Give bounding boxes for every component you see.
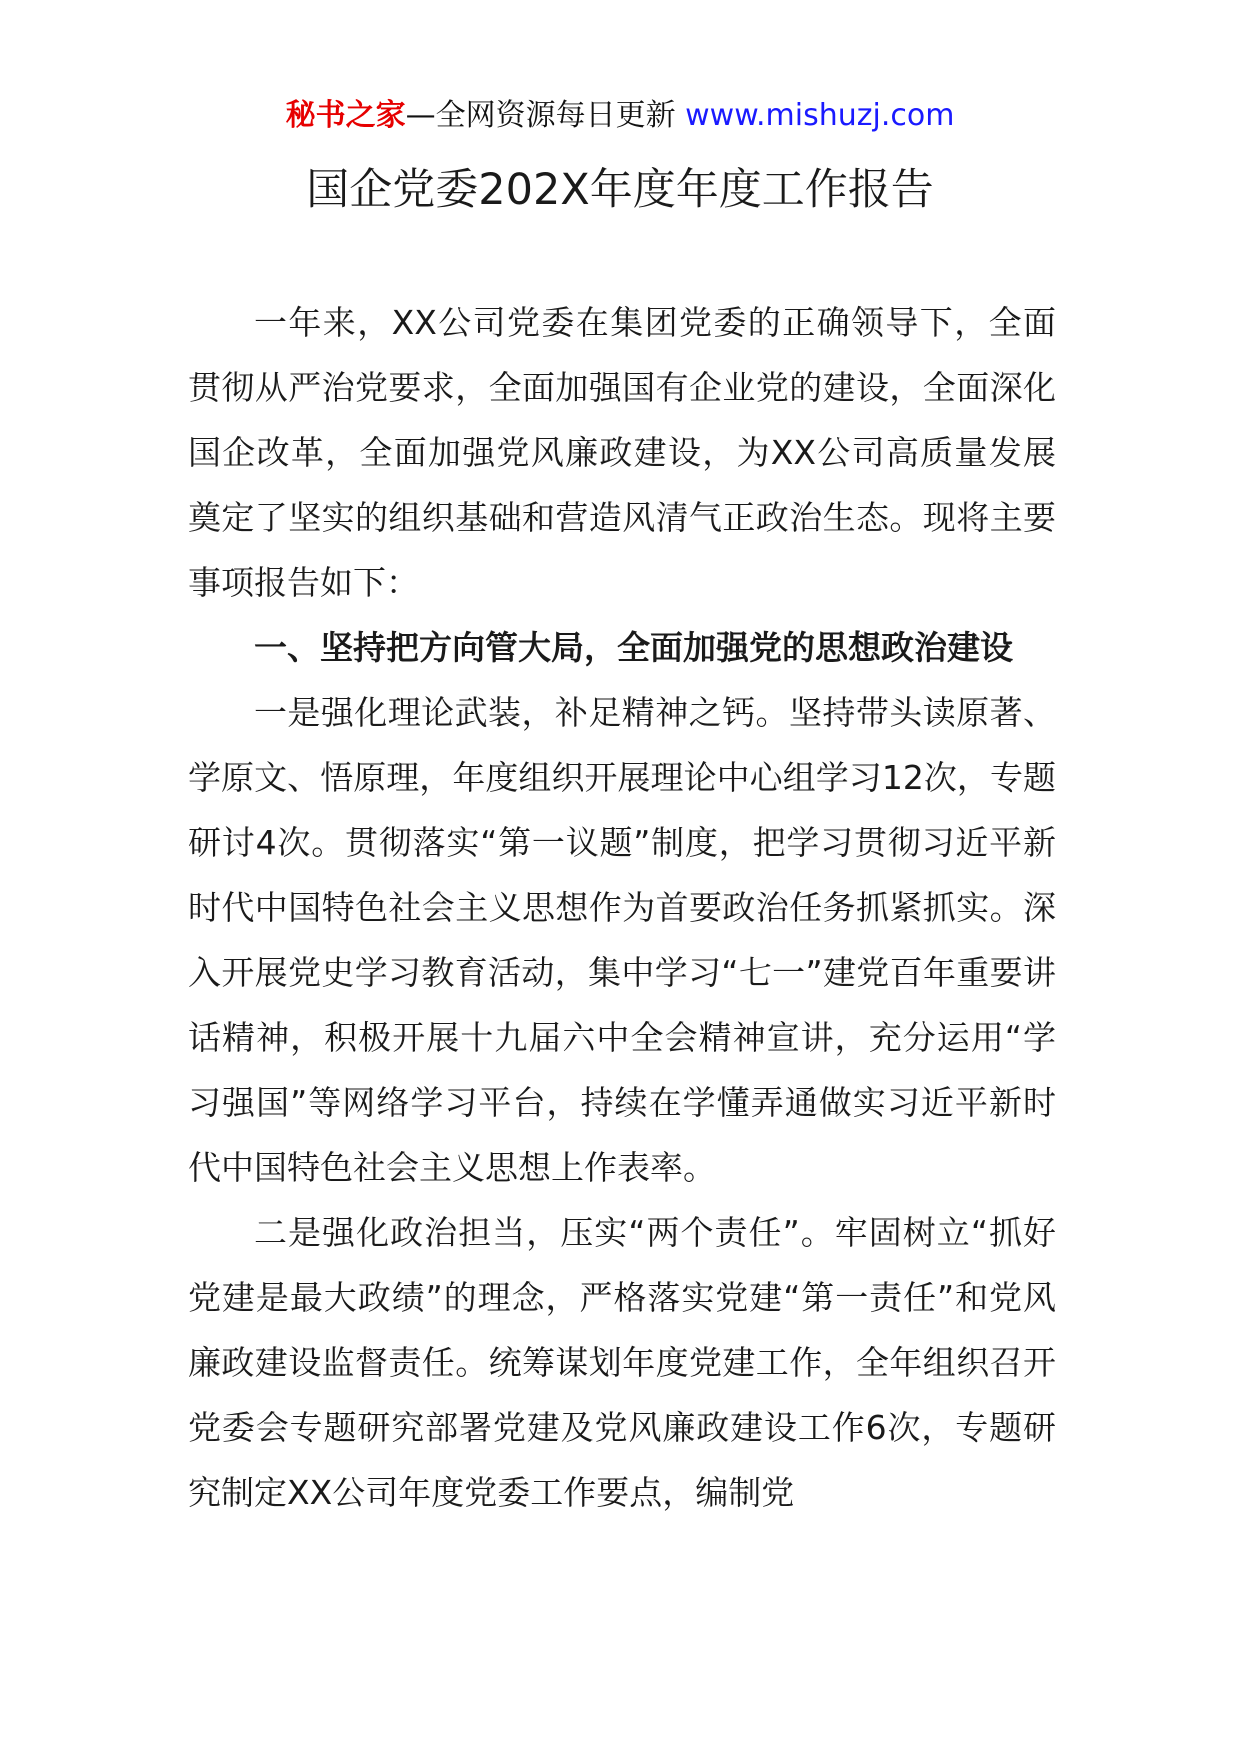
- document-title: 国企党委202X年度年度工作报告: [306, 165, 934, 215]
- section-heading: 一、坚持把方向管大局，全面加强党的思想政治建设: [254, 628, 1013, 667]
- body-paragraph: 一是强化理论武装，补足精神之钙。坚持带头读原著、学原文、悟原理，年度组织开展理论中心组学习12次，专题研讨4次。贯彻落实“第一议题”制度，把学习贯彻习近平新时代中国特色社会主义思想作为首要政治任务抓紧抓实。深入开展党史学习教育活动，集中学习“七一”建党百年重要讲话精神，积极开展十九届六中全会精神宣讲，充分运用“学习强国”等网络学习平台，持续在学懂弄通做实习近平新时代中国特色社会主义思想上作表率。: [188, 693, 1056, 1187]
- document-body: [188, 290, 1056, 1525]
- intro-paragraph: 一年来，XX公司党委在集团党委的正确领导下，全面贯彻从严治党要求，全面加强国有企业党的建设，全面深化国企改革，全面加强党风廉政建设，为XX公司高质量发展奠定了坚实的组织基础和营造风清气正政治生态。现将主要事项报告如下：: [188, 303, 1056, 602]
- brand-name: 秘书之家: [285, 98, 406, 133]
- header-tagline: —全网资源每日更新: [405, 98, 676, 133]
- body-paragraph: 二是强化政治担当，压实“两个责任”。牢固树立“抓好党建是最大政绩”的理念，严格落实党建“第一责任”和党风廉政建设监督责任。统筹谋划年度党建工作，全年组织召开党委会专题研究部署党建及党风廉政建设工作6次，专题研究制定XX公司年度党委工作要点，编制党: [188, 1213, 1056, 1512]
- site-header: [0, 96, 1240, 136]
- site-url-link[interactable]: www.mishuzj.com: [685, 98, 955, 133]
